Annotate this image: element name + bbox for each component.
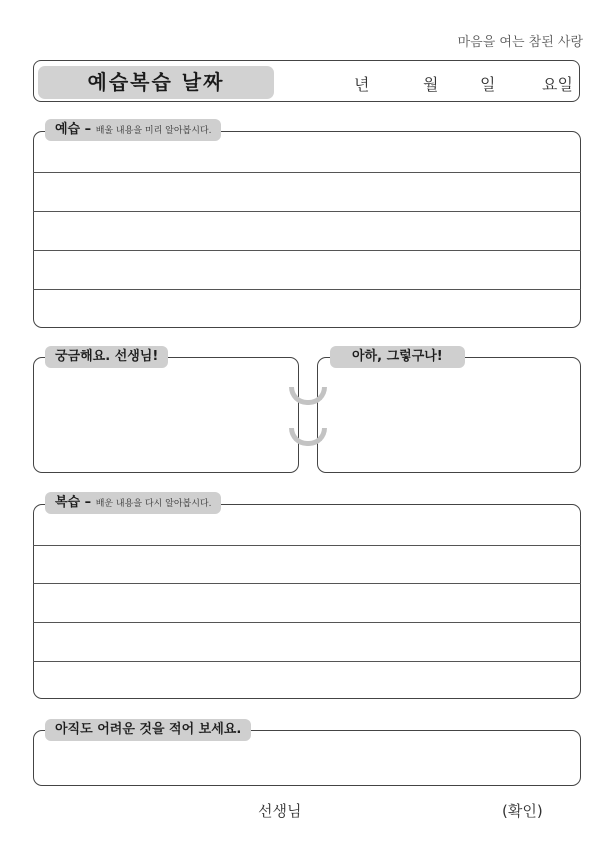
- preview-tab-label: 예습: [55, 122, 81, 137]
- worksheet-title: 예습복습 날짜: [38, 66, 274, 99]
- preview-line: [33, 250, 581, 251]
- preview-tab-dash: –: [84, 122, 92, 137]
- teacher-label: 선생님: [258, 802, 302, 820]
- preview-line: [33, 289, 581, 290]
- review-tab-dash: –: [84, 495, 92, 510]
- day-label: 일: [480, 75, 496, 94]
- preview-tab-description: 배울 내용을 미리 알아봅시다.: [95, 126, 212, 136]
- weekday-label: 요일: [542, 75, 573, 94]
- review-line: [33, 622, 581, 623]
- difficult-tab: 아직도 어려운 것을 적어 보세요.: [45, 719, 251, 741]
- review-line: [33, 545, 581, 546]
- insight-panel: [317, 357, 581, 473]
- question-panel: [33, 357, 299, 473]
- review-tab-description: 배운 내용을 다시 알아봅시다.: [95, 499, 212, 509]
- preview-line: [33, 172, 581, 173]
- review-tab: [45, 492, 221, 514]
- preview-line: [33, 211, 581, 212]
- motto-text: 마음을 여는 참된 사랑: [457, 35, 583, 50]
- review-line: [33, 661, 581, 662]
- insight-tab: 아하, 그렇구나!: [330, 346, 465, 368]
- review-panel: [33, 504, 581, 699]
- year-label: 년: [354, 75, 370, 94]
- review-line: [33, 583, 581, 584]
- confirm-label: (확인): [502, 802, 543, 820]
- month-label: 월: [423, 75, 439, 94]
- preview-panel: [33, 131, 581, 328]
- review-tab-label: 복습: [55, 495, 81, 510]
- question-tab: 궁금해요. 선생님!: [45, 346, 168, 368]
- preview-tab: [45, 119, 221, 141]
